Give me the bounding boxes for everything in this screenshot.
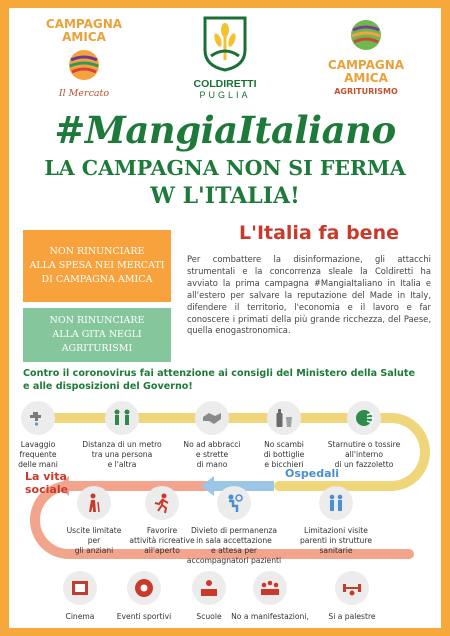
yarn-ball-icon [67,48,101,82]
school-icon [192,571,226,605]
yarn-ball-icon [349,18,383,52]
logo-line2: AMICA [62,30,106,44]
ospedali-label: Ospedali [285,467,340,480]
vita-sociale-label [25,470,68,496]
label-row2-3 [186,526,282,566]
label-line: all'interno [345,450,383,459]
label-line: sanitarie [319,546,353,555]
label-line: parenti in strutture [299,536,372,545]
label-line: frequente [19,450,57,459]
handshake-icon [195,401,229,435]
agriturismi-box [23,308,171,362]
label-line: Uscite limitate [66,526,122,535]
label-row3-2: Eventi sportivi [116,612,172,621]
label-line: di un fazzoletto [334,460,394,469]
italia-body-text: Per combattere la disinformazione, gli attacchi strumentali e la concorrenza sleale la Coldiretti ha avviato la prima campagna #MangiaItaliano in Italia e all'estero per salvare la reputazione del Made in Italy, difendere il territorio, l'economia e il lavoro e far conoscere i primati della più grande ricchezza, del Paese, quella enogastronomica. [187,254,431,336]
box-line: ALLA SPESA NEI MERCATI [29,260,165,271]
label-line: No scambi [264,440,304,449]
runner-icon [145,486,179,520]
coldiretti-name: COLDIRETTI [193,78,257,90]
wheat-shield-icon [201,16,249,72]
campagna-amica-agriturismo-logo [321,18,411,96]
logo-sub: AGRITURISMO [334,87,398,96]
label-line: e attesa per [210,546,257,555]
label-line: Favorire [146,526,178,535]
sneeze-icon [347,401,381,435]
label-row2-4 [288,526,384,556]
box-line: ALLA GITA NEGLI [52,329,142,340]
box-line: AGRITURISMI [61,343,133,354]
campagna-amica-mercato-logo [39,18,129,99]
gym-icon [335,571,369,605]
faucet-icon [21,401,55,435]
warning-line1: Contro il coronovirus fai attenzione ai consigli del Ministero della Salute [23,368,415,379]
logo-sub: Il Mercato [58,88,110,99]
label-line: Limitazioni visite [304,526,368,535]
label-line: di mano [196,460,228,469]
label-line: delle mani [18,460,58,469]
label-row1-5 [316,440,412,470]
hashtag-title: #MangiaItaliano [54,108,396,152]
bottles-icon [267,401,301,435]
logo-line1: CAMPAGNA [45,17,123,31]
label-line: di bottiglie [263,450,305,459]
people-distance-icon [105,401,139,435]
label-line: Distanza di un metro [82,440,162,449]
soccer-ball-icon [127,571,161,605]
label-line: e l'altra [107,460,137,469]
label-row3-4: No a manifestazioni, [231,612,309,621]
cinema-icon [63,571,97,605]
box-line: NON RINUNCIARE [49,246,145,257]
logo-line1: CAMPAGNA [327,58,405,72]
warning-line2: e alle disposizioni del Governo! [23,380,193,392]
label-line: Divieto di permanenza [190,526,278,535]
headline-line2: W L'ITALIA! [150,183,300,209]
crowd-icon [253,571,287,605]
coldiretti-logo [187,16,263,100]
italia-fa-bene-title: L'Italia fa bene [239,222,399,244]
label-line: in sala accettazione [196,536,272,545]
logo-line2: AMICA [344,71,388,85]
label-line: Starnutire o tossire [327,440,401,449]
label-row1-2 [74,440,170,470]
label-row3-1: Cinema [65,612,95,621]
label-line: attività ricreative [129,536,195,545]
mercati-box [23,230,171,302]
label-line: accompagnatori pazienti [186,556,282,565]
label-line: e strette [195,450,229,459]
poster [9,8,441,628]
label-line: gli anziani [74,546,114,555]
label-line: No ad abbracci [183,440,241,449]
waiting-room-icon [217,486,251,520]
elderly-icon [77,486,111,520]
box-line: DI CAMPAGNA AMICA [41,274,153,285]
headline-line1: LA CAMPAGNA NON SI FERMA [44,156,406,180]
label-line: e bicchieri [264,460,304,469]
coldiretti-region: PUGLIA [199,90,251,100]
label-line: per [87,536,101,545]
label-line: all'aperto [144,546,180,555]
label-row3-5: Si a palestre [328,612,376,621]
visitors-icon [319,486,353,520]
label-line: tra una persona [91,450,153,459]
label-line: Lavaggio [20,440,56,449]
section-line: sociale [25,483,69,496]
section-line: La vita [25,470,67,483]
box-line: NON RINUNCIARE [49,315,145,326]
label-row3-3: Scuole [196,612,222,621]
